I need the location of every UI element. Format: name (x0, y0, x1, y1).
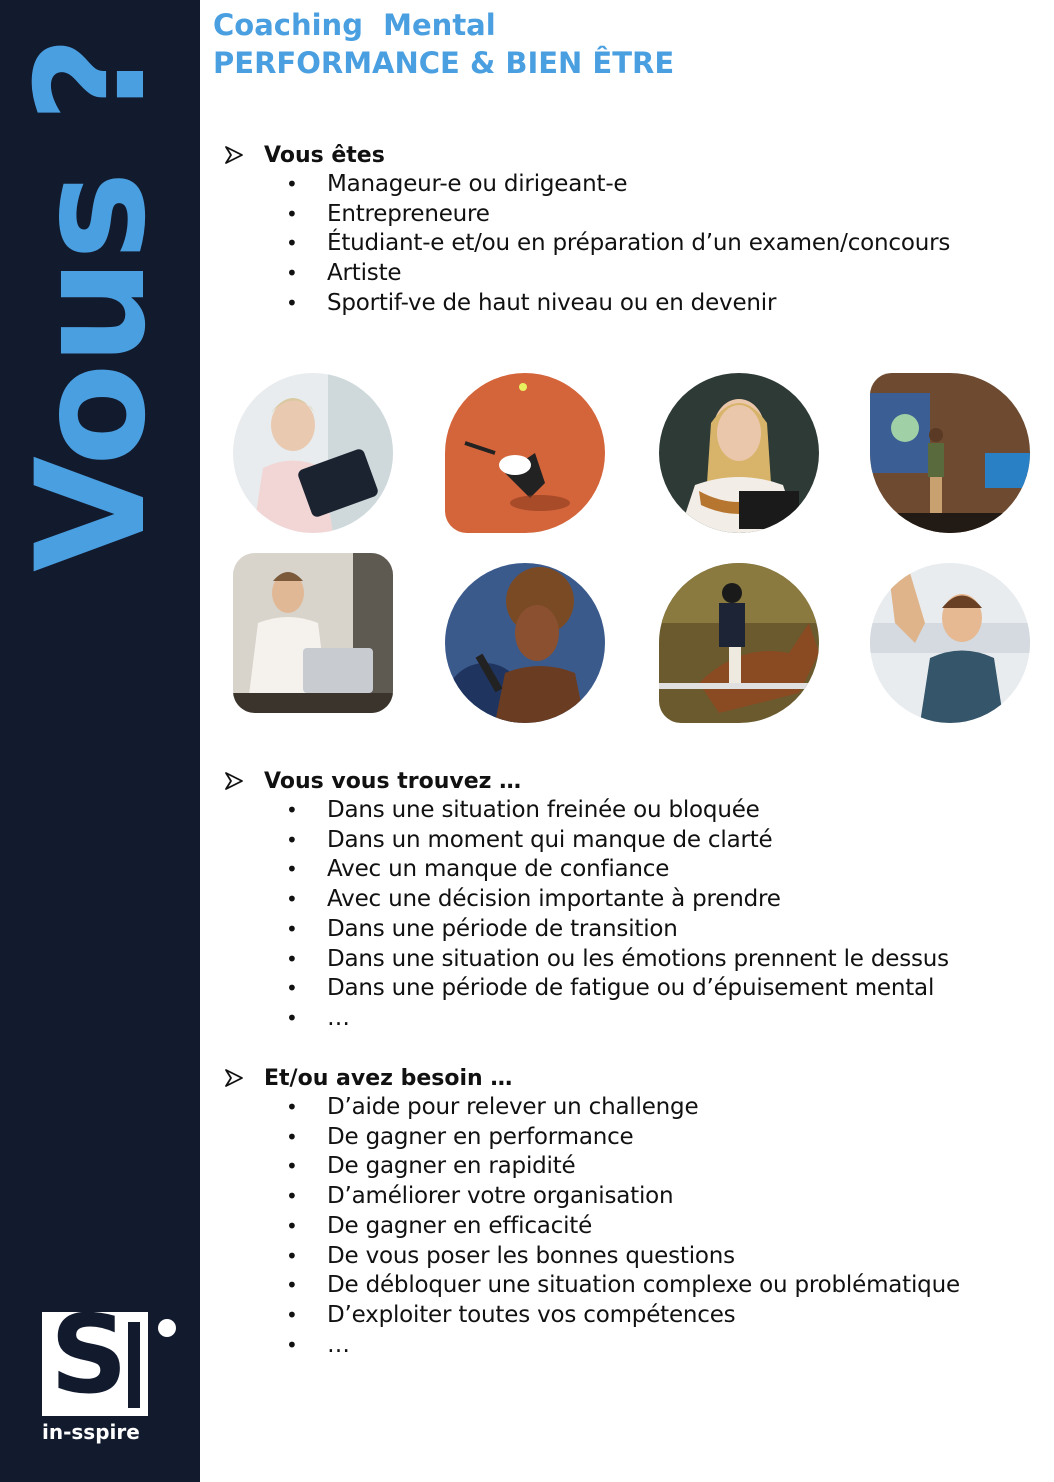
logo-s-glyph: S (50, 1293, 128, 1418)
header-subtitle: PERFORMANCE & BIEN ÊTRE (213, 46, 675, 80)
logo-text: in-sspire (42, 1420, 140, 1444)
logo-dot (158, 1319, 176, 1337)
list-item: • … (286, 1331, 350, 1358)
photo-student-glasses (659, 373, 819, 533)
section-vous-etes (224, 140, 1044, 319)
photo-businesswoman-tablet (233, 373, 393, 533)
list-item: • De gagner en rapidité (286, 1153, 576, 1180)
arrow-bullet-icon (224, 771, 244, 791)
list-item: • Étudiant-e et/ou en préparation d’un examen/concours (286, 230, 951, 257)
bullet-list (224, 170, 1044, 319)
section-title: Vous vous trouvez … (264, 768, 522, 794)
photo-presentation-speaker (870, 373, 1030, 533)
list-item: • De gagner en performance (286, 1123, 634, 1150)
photo-tennis-player (445, 373, 605, 533)
page-header (213, 6, 674, 82)
list-item: • D’aide pour relever un challenge (286, 1094, 699, 1120)
section-title: Et/ou avez besoin … (264, 1065, 513, 1091)
bullet-list (224, 796, 1044, 1034)
list-item: • De débloquer une situation complexe ou problématique (286, 1272, 960, 1299)
list-item: • Avec une décision importante à prendre (286, 886, 781, 913)
photo-singer-microphone (445, 563, 605, 723)
list-item: • … (286, 1004, 350, 1031)
logo-bar (128, 1322, 140, 1408)
list-item: • D’exploiter toutes vos compétences (286, 1301, 736, 1328)
list-item: • Dans un moment qui manque de clarté (286, 826, 773, 853)
section-heading (224, 1063, 1044, 1093)
photo-high-five-man (870, 563, 1030, 723)
list-item: • Sportif-ve de haut niveau ou en devenir (286, 289, 777, 316)
section-heading (224, 140, 1044, 170)
sidebar (0, 0, 200, 1482)
section-avez-besoin (224, 1063, 1044, 1360)
arrow-bullet-icon (224, 1068, 244, 1088)
list-item: • Dans une période de fatigue ou d’épuisement mental (286, 975, 935, 1002)
photo-man-phone-laptop (233, 553, 393, 713)
list-item: • De vous poser les bonnes questions (286, 1242, 735, 1269)
list-item: • Artiste (286, 260, 402, 287)
arrow-bullet-icon (224, 145, 244, 165)
section-title: Vous êtes (264, 142, 385, 168)
section-heading (224, 766, 1044, 796)
list-item: • Dans une période de transition (286, 915, 678, 942)
section-vous-vous-trouvez (224, 766, 1044, 1034)
logo-box (42, 1293, 148, 1418)
vertical-title: Vous ? (5, 37, 179, 573)
in-sspire-logo (42, 1293, 182, 1452)
photo-horse-rider (659, 563, 819, 723)
header-title: Coaching Mental (213, 8, 496, 42)
list-item: • D’améliorer votre organisation (286, 1183, 674, 1210)
list-item: • Manageur-e ou dirigeant-e (286, 171, 628, 197)
list-item: • Entrepreneure (286, 200, 490, 227)
list-item: • Avec un manque de confiance (286, 856, 670, 883)
list-item: • Dans une situation freinée ou bloquée (286, 797, 760, 823)
list-item: • Dans une situation ou les émotions prennent le dessus (286, 945, 949, 972)
bullet-list (224, 1093, 1044, 1360)
list-item: • De gagner en efficacité (286, 1212, 593, 1239)
